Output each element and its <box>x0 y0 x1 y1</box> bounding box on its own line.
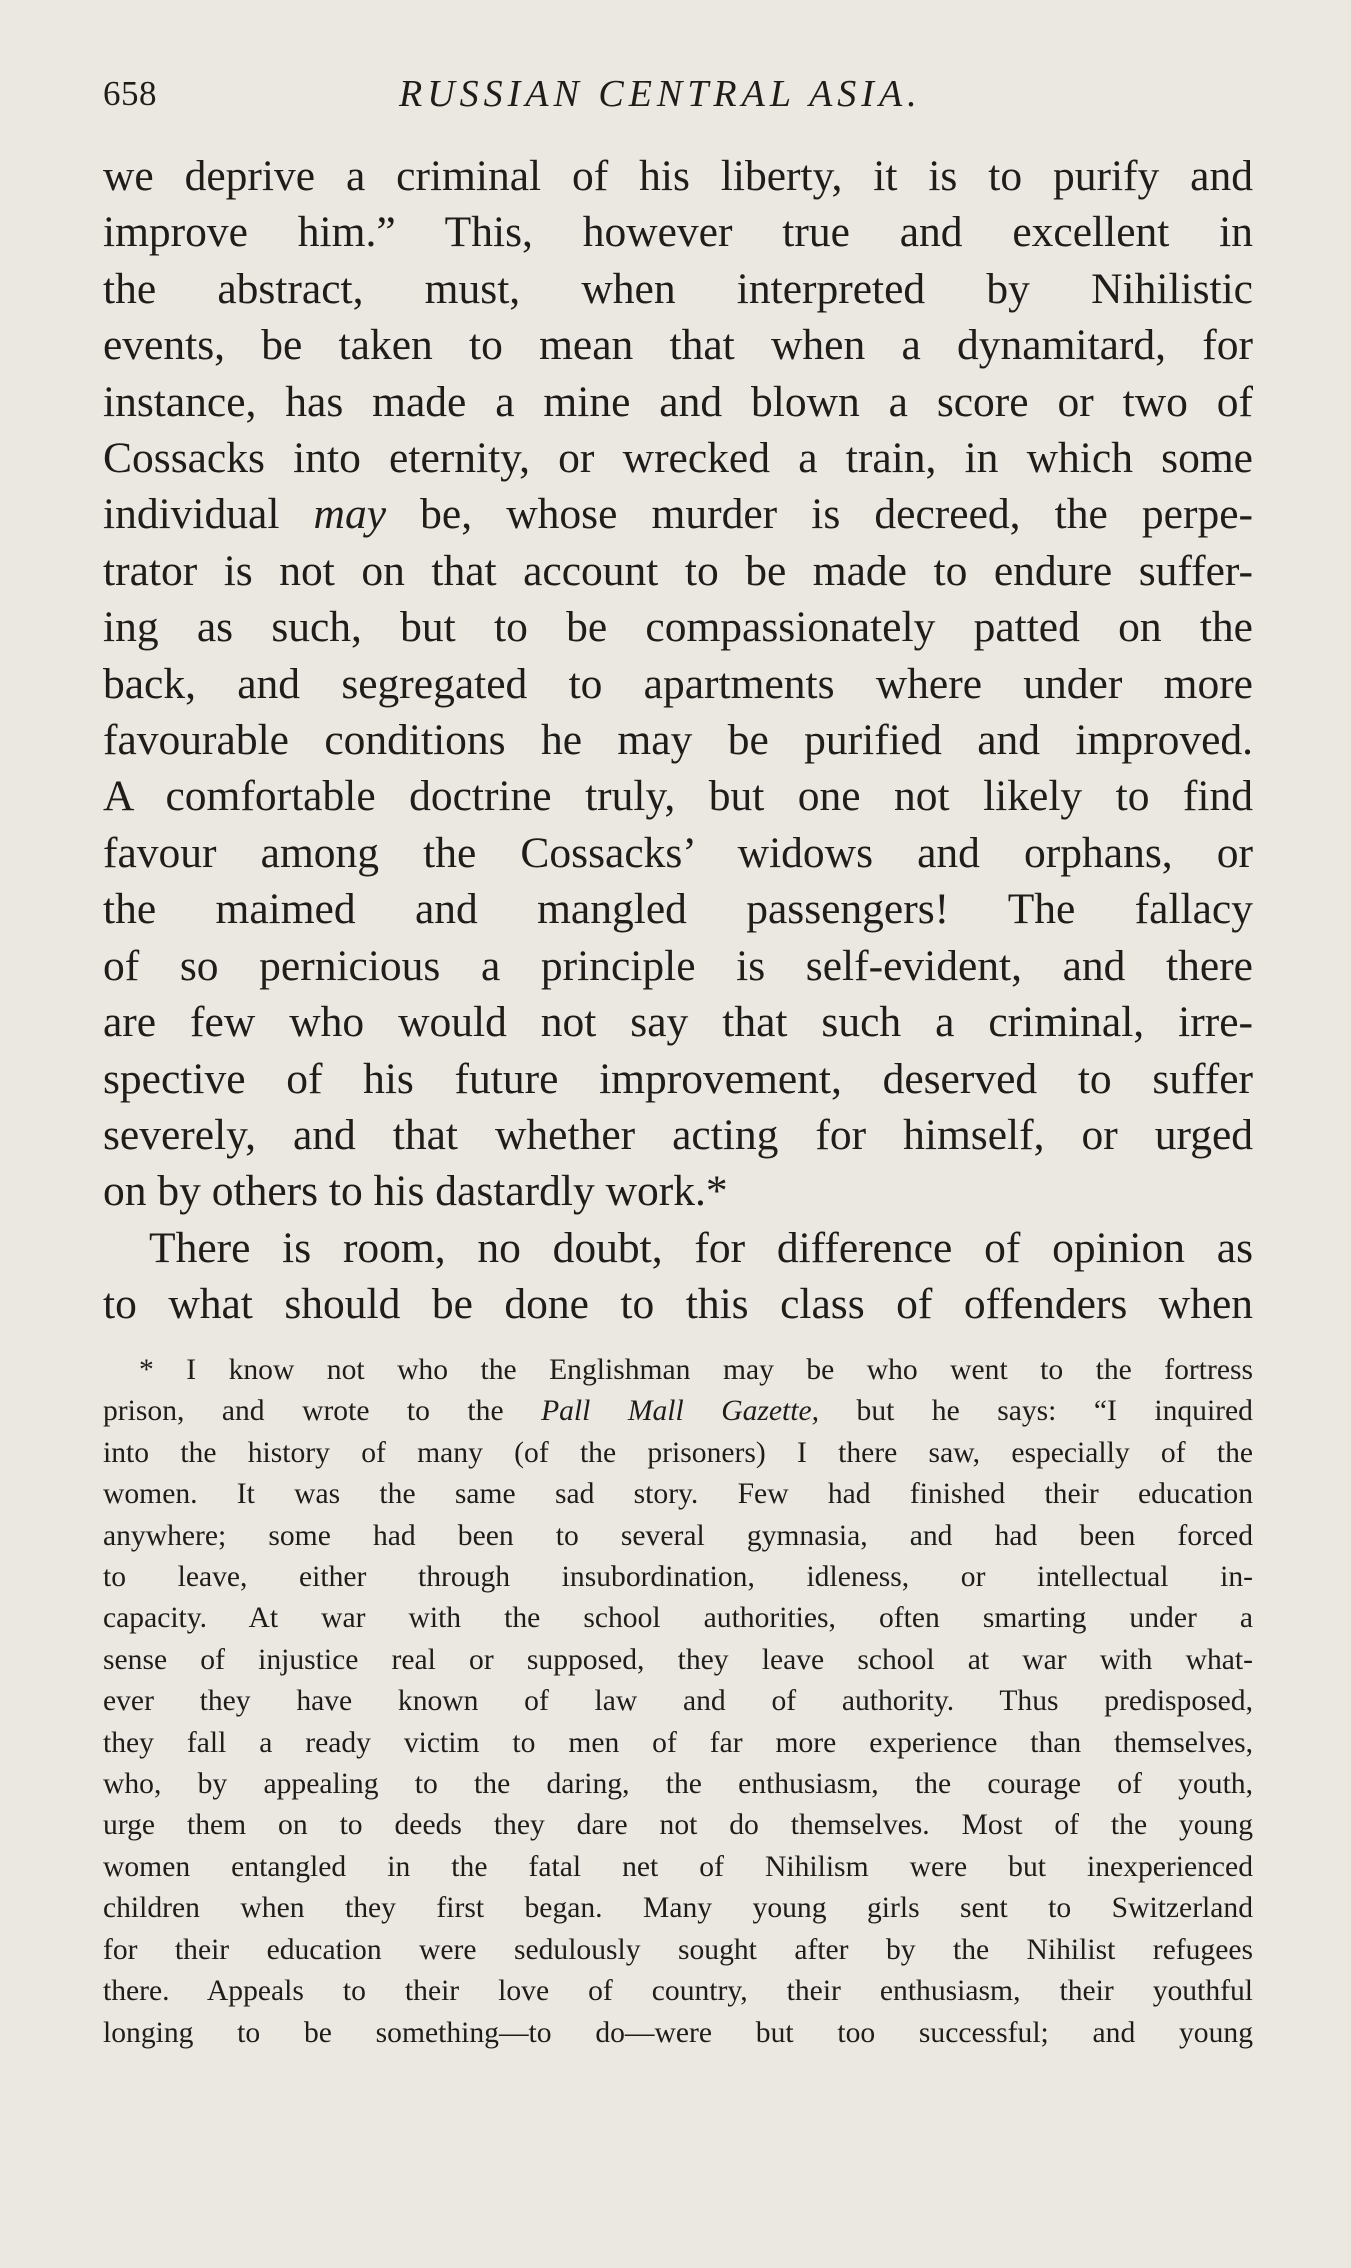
text-line: to what should be done to this class of offenders when <box>103 1280 1253 1329</box>
footnote-line: into the history of many (of the prisoners) I there saw, especially of the <box>103 1436 1253 1469</box>
page-header <box>103 68 1253 120</box>
text-line: favour among the Cossacks’ widows and orphans, or <box>103 828 1253 877</box>
page-number: 658 <box>103 74 157 113</box>
text-line: trator is not on that account to be made to endure suffer- <box>103 546 1253 595</box>
text-line: the maimed and mangled passengers! The fallacy <box>103 885 1253 934</box>
footnote-line: urge them on to deeds they dare not do themselves. Most of the young <box>103 1809 1253 1842</box>
footnote-line: who, by appealing to the daring, the enthusiasm, the courage of youth, <box>103 1768 1253 1801</box>
text-line: ing as such, but to be compassionately patted on the <box>103 603 1253 652</box>
text-line: back, and segregated to apartments where under more <box>103 659 1253 708</box>
footnote-line: for their education were sedulously sought after by the Nihilist refugees <box>103 1933 1253 1966</box>
italic-word: may <box>313 490 387 539</box>
footnote-line: ever they have known of law and of authority. Thus predisposed, <box>103 1685 1253 1718</box>
text-line: instance, has made a mine and blown a score or two of <box>103 377 1253 426</box>
footnote-line: longing to be something—to do—were but too successful; and young <box>103 2016 1253 2049</box>
text-fragment: individual <box>103 490 280 539</box>
text-line: Cossacks into eternity, or wrecked a train, in which some <box>103 434 1253 483</box>
text-line: improve him.” This, however true and excellent in <box>103 208 1253 257</box>
footnote-line: there. Appeals to their love of country, their enthusiasm, their youthful <box>103 1975 1253 2008</box>
main-text <box>103 148 1253 1333</box>
text-line: events, be taken to mean that when a dynamitard, for <box>103 321 1253 370</box>
text-line <box>103 486 1253 542</box>
text-line: are few who would not say that such a criminal, irre- <box>103 998 1253 1047</box>
text-line: of so pernicious a principle is self-evident, and there <box>103 941 1253 990</box>
text-line: severely, and that whether acting for himself, or urged <box>103 1110 1253 1159</box>
footnote-line: sense of injustice real or supposed, they leave school at war with what- <box>103 1643 1253 1676</box>
running-title: RUSSIAN CENTRAL ASIA. <box>399 73 922 115</box>
footnote-line: women entangled in the fatal net of Nihilism were but inexperienced <box>103 1850 1253 1883</box>
text-line: There is room, no doubt, for difference of opinion as <box>149 1223 1253 1272</box>
text-line: the abstract, must, when interpreted by Nihilistic <box>103 264 1253 313</box>
text-fragment: prison, and wrote to the <box>103 1395 504 1428</box>
footnote-line: anywhere; some had been to several gymnasia, and had been forced <box>103 1519 1253 1552</box>
footnote <box>103 1350 1253 2054</box>
text-line: on by others to his dastardly work.* <box>103 1167 728 1216</box>
text-line: A comfortable doctrine truly, but one not likely to find <box>103 772 1253 821</box>
footnote-line: children when they first began. Many young girls sent to Switzerland <box>103 1892 1253 1925</box>
text-line: favourable conditions he may be purified and improved. <box>103 716 1253 765</box>
text-fragment: but he says: “I inquired <box>856 1395 1253 1428</box>
footnote-line: to leave, either through insubordination, idleness, or intellectual in- <box>103 1561 1253 1594</box>
footnote-line: capacity. At war with the school authorities, often smarting under a <box>103 1602 1253 1635</box>
footnote-line <box>103 1391 1253 1432</box>
footnote-line: women. It was the same sad story. Few had finished their education <box>103 1478 1253 1511</box>
text-line: spective of his future improvement, deserved to suffer <box>103 1054 1253 1103</box>
text-fragment: be, whose murder is decreed, the perpe- <box>420 490 1254 539</box>
text-line: we deprive a criminal of his liberty, it is to purify and <box>103 152 1253 200</box>
footnote-line: they fall a ready victim to men of far more experience than themselves, <box>103 1726 1253 1759</box>
footnote-line: * I know not who the Englishman may be who went to the fortress <box>139 1354 1253 1386</box>
italic-title: Pall Mall Gazette, <box>541 1395 820 1428</box>
